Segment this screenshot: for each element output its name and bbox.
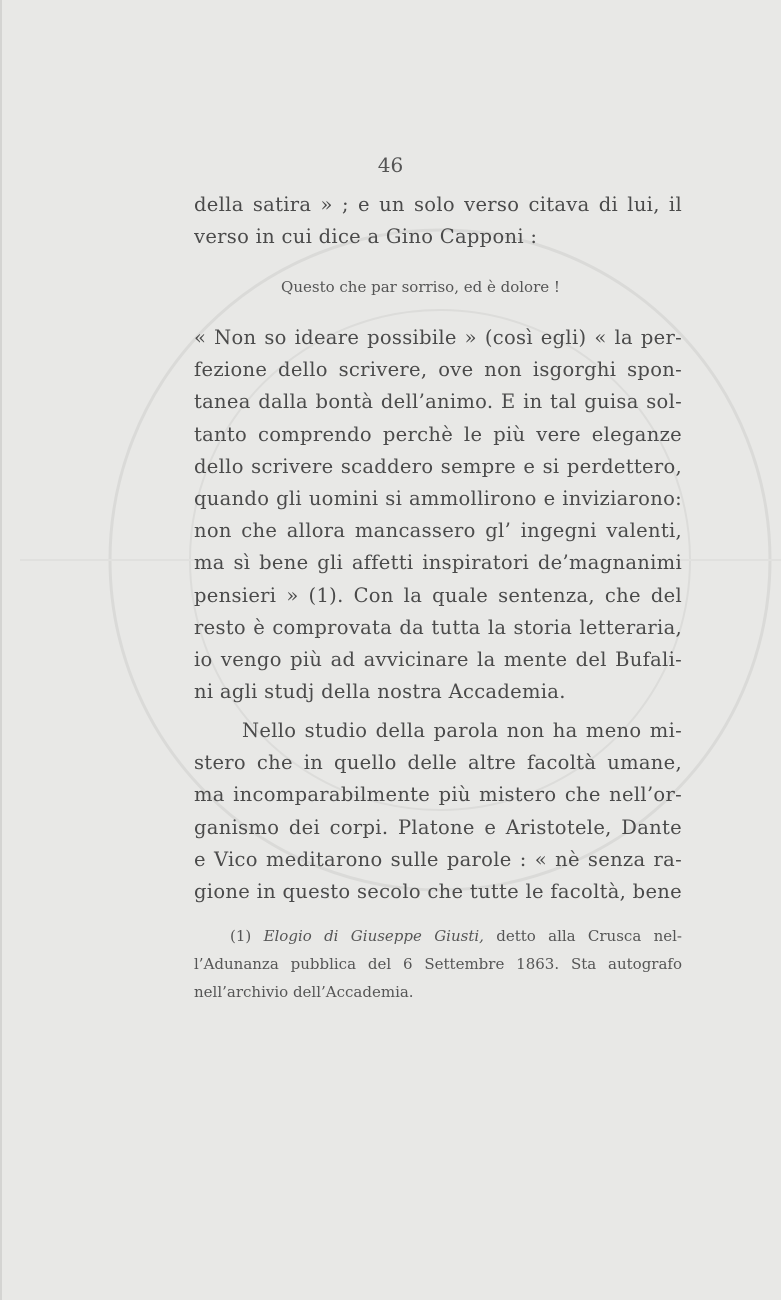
text-line: tanto comprendo perchè le più vere eleganze bbox=[194, 422, 682, 446]
text-line: quando gli uomini si ammollirono e inviziarono: bbox=[194, 486, 682, 510]
text-line: « Non so ideare possibile » (così egli) « la per- bbox=[194, 326, 682, 349]
text-line: io vengo più ad avvicinare la mente del Bufali- bbox=[194, 647, 682, 671]
poem-quotation: Questo che par sorriso, ed è dolore ! bbox=[281, 278, 560, 296]
page-number: 46 bbox=[377, 153, 404, 177]
footnote-text: detto alla Crusca nel- bbox=[496, 927, 682, 945]
text-line: ma sì bene gli affetti inspiratori de’magnanimi bbox=[194, 551, 682, 575]
text-line: Nello studio della parola non ha meno mi- bbox=[242, 719, 682, 742]
text-line: non che allora mancassero gl’ ingegni valenti, bbox=[194, 519, 682, 543]
text-line: ganismo dei corpi. Platone e Aristotele, Dante bbox=[194, 815, 682, 839]
text-line: della satira » ; e un solo verso citava di lui, il bbox=[194, 193, 682, 216]
text-line: verso in cui dice a Gino Capponi : bbox=[194, 225, 538, 249]
paragraph-2 bbox=[194, 715, 682, 908]
opening-lines bbox=[194, 189, 682, 253]
text-line: dello scrivere scaddero sempre e si perdettero, bbox=[194, 454, 682, 478]
footnote-work-title: Elogio di Giuseppe Giusti, bbox=[263, 927, 484, 945]
text-line: resto è comprovata da tutta la storia letteraria, bbox=[194, 615, 682, 639]
footnote-marker: (1) bbox=[230, 927, 252, 945]
footnote bbox=[194, 922, 682, 1006]
text-line: fezione dello scrivere, ove non isgorghi spon- bbox=[194, 358, 682, 382]
footnote-line: l’Adunanza pubblica del 6 Settembre 1863. Sta autografo bbox=[194, 955, 682, 973]
text-line: gione in questo secolo che tutte le facoltà, bene bbox=[194, 879, 682, 903]
footnote-line bbox=[194, 922, 682, 950]
text-line: tanea dalla bontà dell’animo. E in tal guisa sol- bbox=[194, 390, 682, 414]
paragraph-1 bbox=[194, 322, 682, 708]
text-line: ni agli studj della nostra Accademia. bbox=[194, 680, 566, 704]
text-line: pensieri » (1). Con la quale sentenza, che del bbox=[194, 583, 682, 607]
text-line: e Vico meditarono sulle parole : « nè senza ra- bbox=[194, 847, 682, 871]
text-line: ma incomparabilmente più mistero che nell’or- bbox=[194, 783, 682, 807]
footnote-line: nell’archivio dell’Accademia. bbox=[194, 983, 414, 1001]
text-line: stero che in quello delle altre facoltà umane, bbox=[194, 751, 682, 775]
